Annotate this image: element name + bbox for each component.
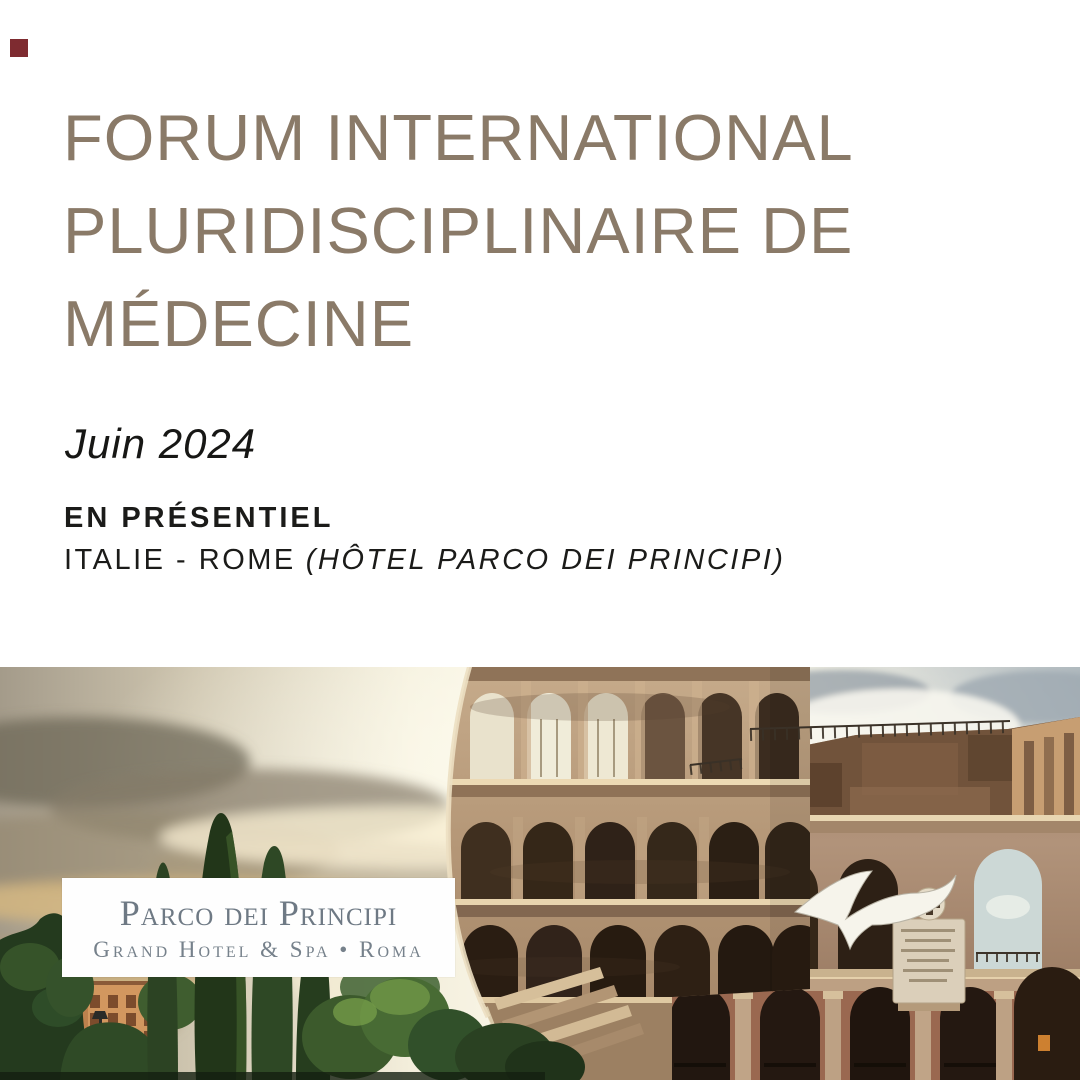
hotel-logo-title: Parco dei Principi [119,892,398,933]
event-date: Juin 2024 [65,420,257,467]
location-note: (HÔTEL PARCO DEI PRINCIPI) [305,544,786,576]
event-location [64,544,785,577]
hotel-logo-subtitle: Grand Hotel & Spa • Roma [93,936,424,962]
title-line-1: FORUM INTERNATIONAL [63,101,854,174]
event-title [63,91,854,370]
colosseum-photo-svg [0,667,1080,1080]
hotel-logo-card [62,878,455,977]
attendance-mode: EN PRÉSENTIEL [64,502,334,534]
title-line-3: MÉDECINE [63,287,415,360]
title-line-2: PLURIDISCIPLINAIRE DE [63,194,854,267]
location-main: ITALIE - ROME [64,544,296,576]
accent-square [10,39,28,57]
colosseum-photo [0,667,1080,1080]
